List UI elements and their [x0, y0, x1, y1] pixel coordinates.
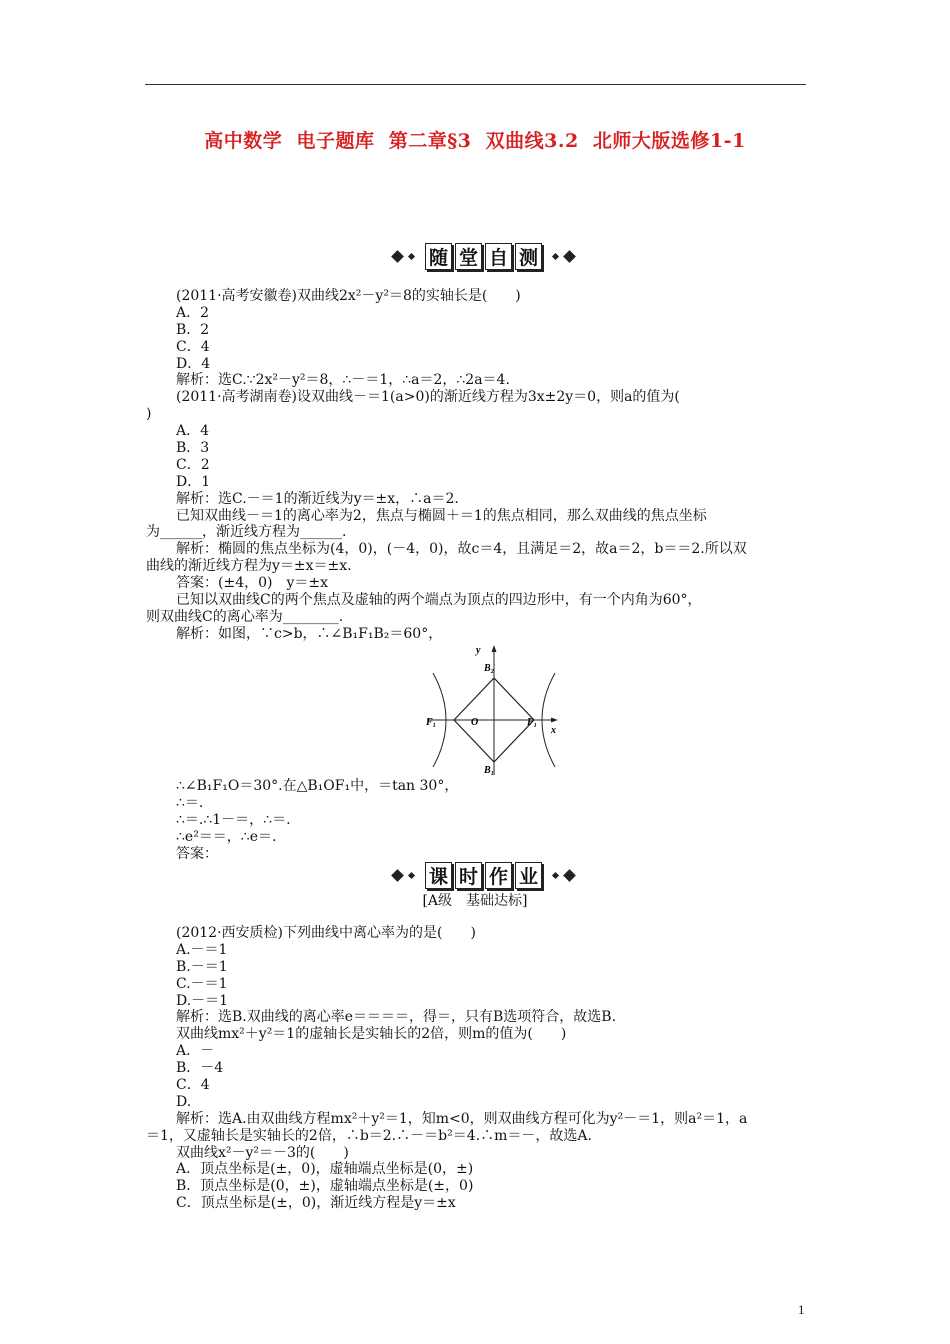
homework-block — [146, 925, 816, 1212]
option-line: C．2 — [176, 456, 210, 473]
answer-line: 答案：(±4，0) y＝±x — [176, 575, 329, 592]
solution-line: ∴＝. — [176, 794, 204, 811]
diamond-icon — [552, 253, 559, 260]
question-line: 已知以双曲线C的两个焦点及虚轴的两个端点为顶点的四边形中，有一个内角为60°， — [176, 592, 702, 609]
solution-line: ∴＝.∴1－＝，∴＝. — [176, 811, 291, 828]
banner-char: 业 — [515, 862, 542, 889]
f1-right-label: F₁ — [527, 717, 538, 728]
hyperbola-figure — [425, 645, 560, 777]
f1-left-label: F₁ — [426, 717, 437, 728]
question-line-cont: 为______，渐近线方程为______. — [146, 524, 347, 541]
banner-char: 堂 — [455, 243, 482, 270]
option-line: A.－＝1 — [176, 941, 228, 958]
question-line: 已知双曲线－＝1的离心率为2，焦点与椭圆＋＝1的焦点相同，那么双曲线的焦点坐标 — [176, 507, 707, 524]
option-line: B．顶点坐标是(0，±)，虚轴端点坐标是(±，0) — [176, 1178, 474, 1195]
question-line-cont: 则双曲线C的离心率为________. — [146, 608, 344, 625]
page-number: 1 — [798, 1302, 805, 1317]
b1-label: B₁ — [484, 765, 495, 776]
option-line: C．4 — [176, 338, 210, 355]
diamond-icon — [391, 869, 404, 882]
option-line: A．2 — [176, 304, 210, 321]
option-line: D．4 — [176, 355, 211, 372]
option-line: B．3 — [176, 440, 210, 457]
diamond-icon — [391, 250, 404, 263]
question-line: 双曲线x²－y²＝－3的( ) — [176, 1144, 349, 1161]
option-line: B．－4 — [176, 1060, 224, 1077]
solution-line: 解析：如图，∵c>b，∴∠B₁F₁B₂＝60°， — [176, 625, 443, 642]
option-line: C．顶点坐标是(±，0)，渐近线方程是y＝±x — [176, 1195, 456, 1212]
banner-char: 时 — [455, 862, 482, 889]
option-line: C．4 — [176, 1077, 210, 1094]
level-subtitle: [A级 基础达标] — [422, 893, 528, 909]
option-line: D．1 — [176, 473, 211, 490]
solution-line: 解析：椭圆的焦点坐标为(4，0)，(－4，0)，故c＝4，且满足＝2，故a＝2，b＝＝2.所以双 — [176, 541, 747, 558]
banner-char: 作 — [485, 862, 512, 889]
option-line: B．2 — [176, 321, 210, 338]
origin-label: O — [471, 717, 479, 728]
option-line: A．－ — [176, 1043, 215, 1060]
question-line: (2011·高考安徽卷)双曲线2x²－y²＝8的实轴长是( ) — [176, 288, 521, 304]
option-line: A．顶点坐标是(±，0)，虚轴端点坐标是(0，±) — [176, 1161, 474, 1178]
header-rule — [145, 84, 806, 85]
question-line-cont: ) — [146, 406, 152, 423]
diamond-icon — [563, 250, 576, 263]
diamond-icon — [552, 872, 559, 879]
b2-label: B₂ — [484, 663, 495, 674]
x-label: x — [551, 725, 556, 736]
banner-char: 随 — [425, 243, 452, 270]
solution-line: ∴e²＝＝，∴e＝. — [176, 828, 277, 845]
question-line: (2012·西安质检)下列曲线中离心率为的是( ) — [176, 925, 476, 941]
solution-line: ∴∠B₁F₁O＝30°.在△B₁OF₁中，＝tan 30°， — [176, 778, 459, 794]
document-title: 高中数学 电子题库 第二章§3 双曲线3.2 北师大版选修1-1 — [204, 130, 746, 152]
y-axis-arrow — [492, 645, 497, 652]
solution-line: 解析：选C.－＝1的渐近线为y＝±x，∴a＝2. — [176, 490, 459, 507]
y-label: y — [476, 645, 481, 656]
diamond-icon — [563, 869, 576, 882]
option-line: C.－＝1 — [176, 975, 228, 992]
option-line: B.－＝1 — [176, 958, 228, 975]
solution-line: 解析：选B.双曲线的离心率e＝＝＝＝，得＝，只有B选项符合，故选B. — [176, 1009, 617, 1026]
section-banner-homework — [393, 862, 574, 889]
solution-line-cont: ＝1，又虚轴长是实轴长的2倍，∴b＝2.∴－＝b²＝4.∴m＝－，故选A. — [146, 1127, 592, 1144]
answer-line: 答案： — [176, 845, 218, 862]
section-banner-practice — [393, 243, 574, 270]
banner-char: 测 — [515, 243, 542, 270]
practice-block — [146, 288, 816, 643]
diamond-icon — [408, 253, 415, 260]
solution-line: 解析：选C.∵2x²－y²＝8，∴－＝1，∴a＝2，∴2a＝4. — [176, 372, 510, 389]
banner-char: 自 — [485, 243, 512, 270]
option-line: A．4 — [176, 423, 210, 440]
banner-char: 课 — [425, 862, 452, 889]
x-axis-arrow — [551, 718, 558, 723]
solution-line-cont: 曲线的渐近线方程为y＝±x＝±x. — [146, 558, 352, 575]
option-line: D. — [176, 1093, 192, 1110]
question-line: 双曲线mx²＋y²＝1的虚轴长是实轴长的2倍，则m的值为( ) — [176, 1026, 567, 1043]
question-line: (2011·高考湖南卷)设双曲线－＝1(a>0)的渐近线方程为3x±2y＝0，则a的值为( — [176, 389, 680, 406]
solution-line: 解析：选A.由双曲线方程mx²＋y²＝1，知m<0，则双曲线方程可化为y²－＝1，则a²＝1，a — [176, 1110, 748, 1127]
diamond-icon — [408, 872, 415, 879]
option-line: D.－＝1 — [176, 992, 229, 1009]
solution-continuation — [176, 778, 816, 862]
